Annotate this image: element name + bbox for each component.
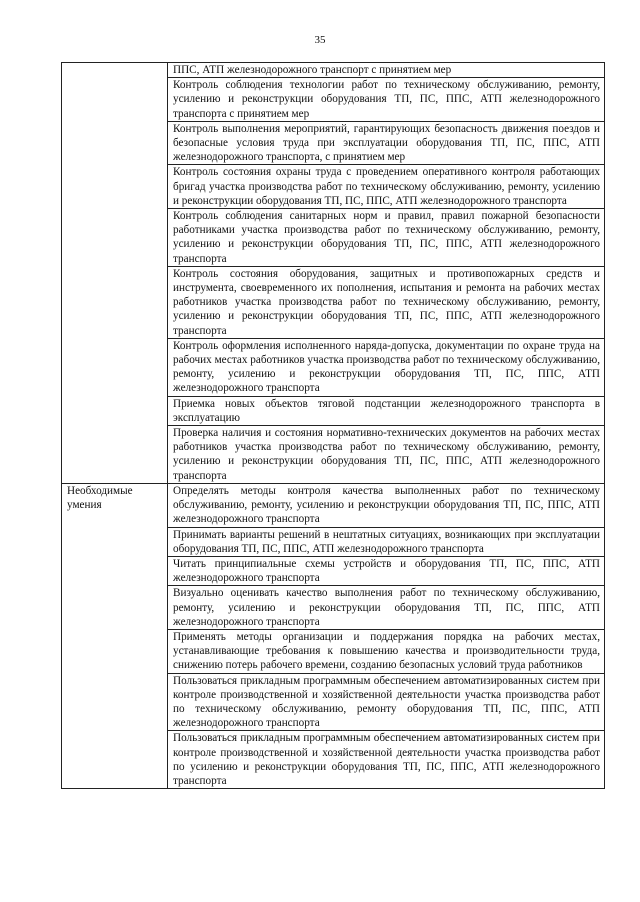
table-cell: Контроль оформления исполненного наряда-допуска, документации по охране труда на рабочих местах работников участка производства работ по техническому обслуживанию, ремонту, усилению и реконструкции оборудования ТП, ПС, ППС, АТП железнодорожного транспорта [168, 338, 605, 396]
page-number: 35 [314, 34, 326, 46]
table-cell: Визуально оценивать качество выполнения работ по техническому обслуживанию, ремонту, усилению и реконструкции оборудования ТП, ПС, ППС, АТП железнодорожного транспорта [168, 586, 605, 630]
table-cell: Принимать варианты решений в нештатных ситуациях, возникающих при эксплуатации оборудования ТП, ПС, ППС, АТП железнодорожного транспорта [168, 527, 605, 556]
table-cell: Контроль выполнения мероприятий, гарантирующих безопасность движения поездов и безопасные условия труда при эксплуатации оборудования ТП, ПС, ППС, АТП железнодорожного транспорта, с принятием мер [168, 121, 605, 165]
table-cell: Пользоваться прикладным программным обеспечением автоматизированных систем при контроле производственной и хозяйственной деятельности участка производства работ по техническому обслуживанию, ремонту оборудования ТП, ПС, ППС, АТП железнодорожного транспорта [168, 673, 605, 731]
table-cell: Приемка новых объектов тяговой подстанции железнодорожного транспорта в эксплуатацию [168, 396, 605, 425]
section-label [62, 63, 168, 484]
requirements-table [61, 62, 605, 789]
table-row [62, 63, 605, 78]
table-cell: Контроль соблюдения технологии работ по техническому обслуживанию, ремонту, усилению и реконструкции оборудования ТП, ПС, ППС, АТП железнодорожного транспорта с принятием мер [168, 78, 605, 122]
table-cell: Читать принципиальные схемы устройств и оборудования ТП, ПС, ППС, АТП железнодорожного транспорта [168, 556, 605, 585]
section-label: Необходимые умения [62, 483, 168, 788]
table-cell: Контроль состояния охраны труда с проведением оперативного контроля работающих бригад участка производства работ по техническому обслуживанию, ремонту, усилению и реконструкции оборудования ТП, ПС, ППС, АТП железнодорожного транспорта [168, 165, 605, 209]
table-cell: Определять методы контроля качества выполненных работ по техническому обслуживанию, ремонту, усилению и реконструкции оборудования ТП, ПС, ППС, АТП железнодорожного транспорта [168, 483, 605, 527]
table-cell: ППС, АТП железнодорожного транспорт с принятием мер [168, 63, 605, 78]
table-cell: Проверка наличия и состояния нормативно-технических документов на рабочих местах работников участка производства работ по техническому обслуживанию, ремонту, усилению и реконструкции оборудования ТП, ПС, ППС, АТП железнодорожного транспорта [168, 426, 605, 484]
table-cell: Пользоваться прикладным программным обеспечением автоматизированных систем при контроле производственной и хозяйственной деятельности участка производства работ по усилению и реконструкции оборудования ТП, ПС, ППС, АТП железнодорожного транспорта [168, 731, 605, 789]
table-cell: Контроль соблюдения санитарных норм и правил, правил пожарной безопасности работниками участка производства работ по техническому обслуживанию, ремонту, усилению и реконструкции оборудования ТП, ПС, ППС, АТП железнодорожного транспорта [168, 209, 605, 267]
table-row [62, 483, 605, 527]
table-cell: Контроль состояния оборудования, защитных и противопожарных средств и инструмента, своевременного их пополнения, испытания и ремонта на рабочих местах работников участка производства работ по техническому обслуживанию, ремонту, усилению и реконструкции оборудования ТП, ПС, ППС, АТП железнодорожного транспорта [168, 266, 605, 338]
table-cell: Применять методы организации и поддержания порядка на рабочих местах, устанавливающие требования к повышению качества и производительности труда, снижению потерь рабочего времени, созданию безопасных условий труда работников [168, 629, 605, 673]
